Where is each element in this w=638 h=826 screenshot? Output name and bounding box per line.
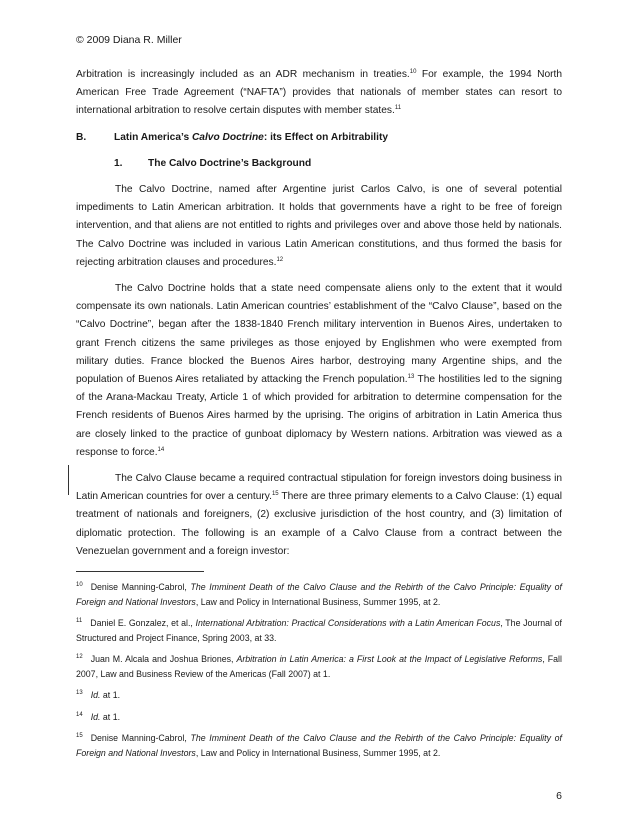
subsection-heading-1: 1. The Calvo Doctrine’s Background xyxy=(114,155,562,173)
paragraph-calvo-clause: The Calvo Clause became a required contractual stipulation for foreign investors doing business in Latin American countries for over a century.$^{15}$ There are three primary elements to a Calvo Clause: (1) equal treatment of nationals and foreigners, (2) exclusive jurisdiction of the host country, and (3) limitation of diplomatic protection. The following is an example of a Calvo Clause from a contract between the Venezuelan government and a foreign investor: xyxy=(76,473,563,557)
footnote-10: $^{10}$ Denise Manning-Cabrol, The Imminent Death of the Calvo Clause and the Rebirth of the Calvo Principle: Equality of Foreign and National Investors, Law and Policy in International Business, Summer 1995, at 2. xyxy=(76,582,562,607)
footnote-ref-13[interactable]: 13 xyxy=(407,374,415,381)
footnote-ref-11[interactable]: 11 xyxy=(394,105,402,112)
footnote-11: $^{11}$ Daniel E. Gonzalez, et al., International Arbitration: Practical Considerations with a Latin American Focus, The Journal of Structured and Project Finance, Spring 2003, at 33. xyxy=(76,618,562,643)
section-heading-b: B. Latin America’s Calvo Doctrine: its Effect on Arbitrability xyxy=(76,129,562,147)
revision-change-bar xyxy=(68,465,69,495)
paragraph-calvo-history: The Calvo Doctrine holds that a state need compensate aliens only to the extent that it would compensate its own nationals. Latin American countries’ establishment of the “Calvo Clause”, based on the “Calvo Doctrine”, began after the 1838-1840 French military intervention in Buenos Aires, undertaken to grant French citizens the same privileges as those enjoyed by Englishmen who were exempted from military duties. France blocked the Buenos Aires harbor, destroying many Argentine ships, and the population of Buenos Aires retaliated by attacking the French population.$^{13}$ The hostilities led to the signing of the Arana-Mackau Treaty, Article 1 of which provided for arbitration to determine compensation for the French residents of Buenos Aires harmed by the uprising. The origins of arbitration in Latin America thus are closely linked to the practice of gunboat diplomacy by Western nations. Arbitration was viewed as a response to force.$^{14}$ xyxy=(76,283,562,458)
paragraph-arbitration-treaties: Arbitration is increasingly included as an ADR mechanism in treaties.$^{10}$ For example, the 1994 North American Free Trade Agreement (“NAFTA”) provides that nationals of member states can resort to international arbitration to resolve certain disputes with member states.$^{11}$ xyxy=(76,69,562,117)
footnote-ref-15[interactable]: 15 xyxy=(271,491,279,498)
footnote-14: $^{14}$ Id. at 1. xyxy=(76,711,121,722)
subsection-number: 1. xyxy=(114,157,123,169)
footnote-13: $^{13}$ Id. at 1. xyxy=(76,690,121,701)
footnote-separator xyxy=(76,571,204,572)
page-number: 6 xyxy=(556,790,562,802)
footnote-12: $^{12}$ Juan M. Alcala and Joshua Briones, Arbitration in Latin America: a First Look at the Impact of Legislative Reforms, Fall 2007, Law and Business Review of the Americas (Fall 2007) at 1. xyxy=(76,654,562,679)
footnote-ref-12[interactable]: 12 xyxy=(276,256,284,263)
page-body xyxy=(76,66,562,767)
page-header: © 2009 Diana R. Miller xyxy=(76,34,182,46)
paragraph-calvo-doctrine: The Calvo Doctrine, named after Argentine jurist Carlos Calvo, is one of several potential impediments to Latin American arbitration. It holds that governments have a right to be free of foreign intervention, and that aliens are not entitled to rights and privileges over and above those held by nationals. The Calvo Doctrine was included in various Latin American constitutions, and thus formed the basis for rejecting arbitration clauses and procedures.$^{12}$ xyxy=(76,184,562,268)
footnote-ref-10[interactable]: 10 xyxy=(409,69,417,75)
footnote-15: $^{15}$ Denise Manning-Cabrol, The Imminent Death of the Calvo Clause and the Rebirth of the Calvo Principle: Equality of Foreign and National Investors, Law and Policy in International Business, Summer 1995, at 2. xyxy=(76,733,562,758)
footnote-ref-14[interactable]: 14 xyxy=(157,446,165,453)
section-number: B. xyxy=(76,131,87,143)
